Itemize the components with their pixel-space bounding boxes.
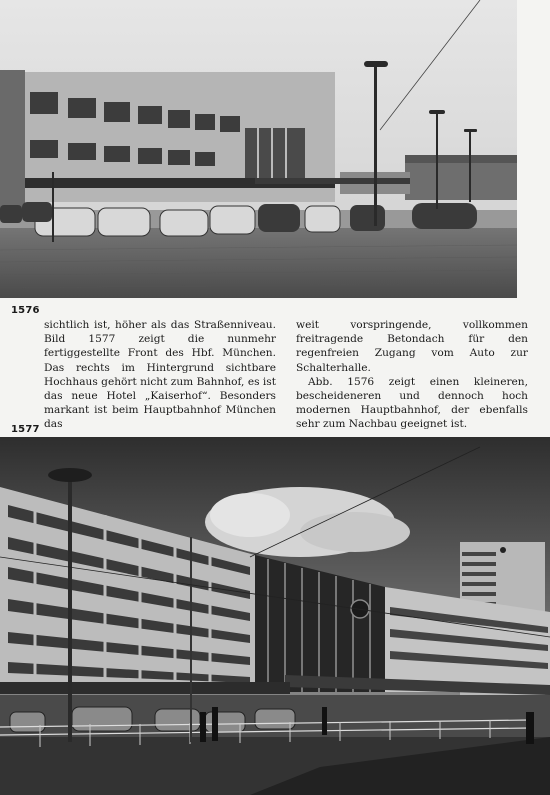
text-column-left <box>44 318 276 432</box>
text-column-right <box>296 318 528 432</box>
paragraph-right-2: Abb. 1576 zeigt einen kleineren, bescheideneren und dennoch hoch modernen Hauptbahnhof, der ebenfalls sehr zum Nachbau geeignet ist. <box>296 375 528 431</box>
paragraph-right-1: weit vorspringende, vollkommen freitragende Betondach für den regenfreien Zugang vom Auto zur Schalterhalle. <box>296 319 528 374</box>
photo-1577 <box>0 437 550 795</box>
figure-number-1576: 1576 <box>11 305 40 316</box>
figure-number-1577: 1577 <box>11 424 40 435</box>
photo-1576 <box>0 0 517 298</box>
paragraph-left: sichtlich ist, höher als das Straßenniveau. Bild 1577 zeigt die nunmehr fertiggestellte Front des Hbf. München. Das rechts im Hintergrund sichtbare Hochhaus gehört nicht zum Bahnhof, es ist das neue Hotel „Kaiserhof“. Besonders markant ist beim Hauptbahnhof München das <box>44 319 276 431</box>
